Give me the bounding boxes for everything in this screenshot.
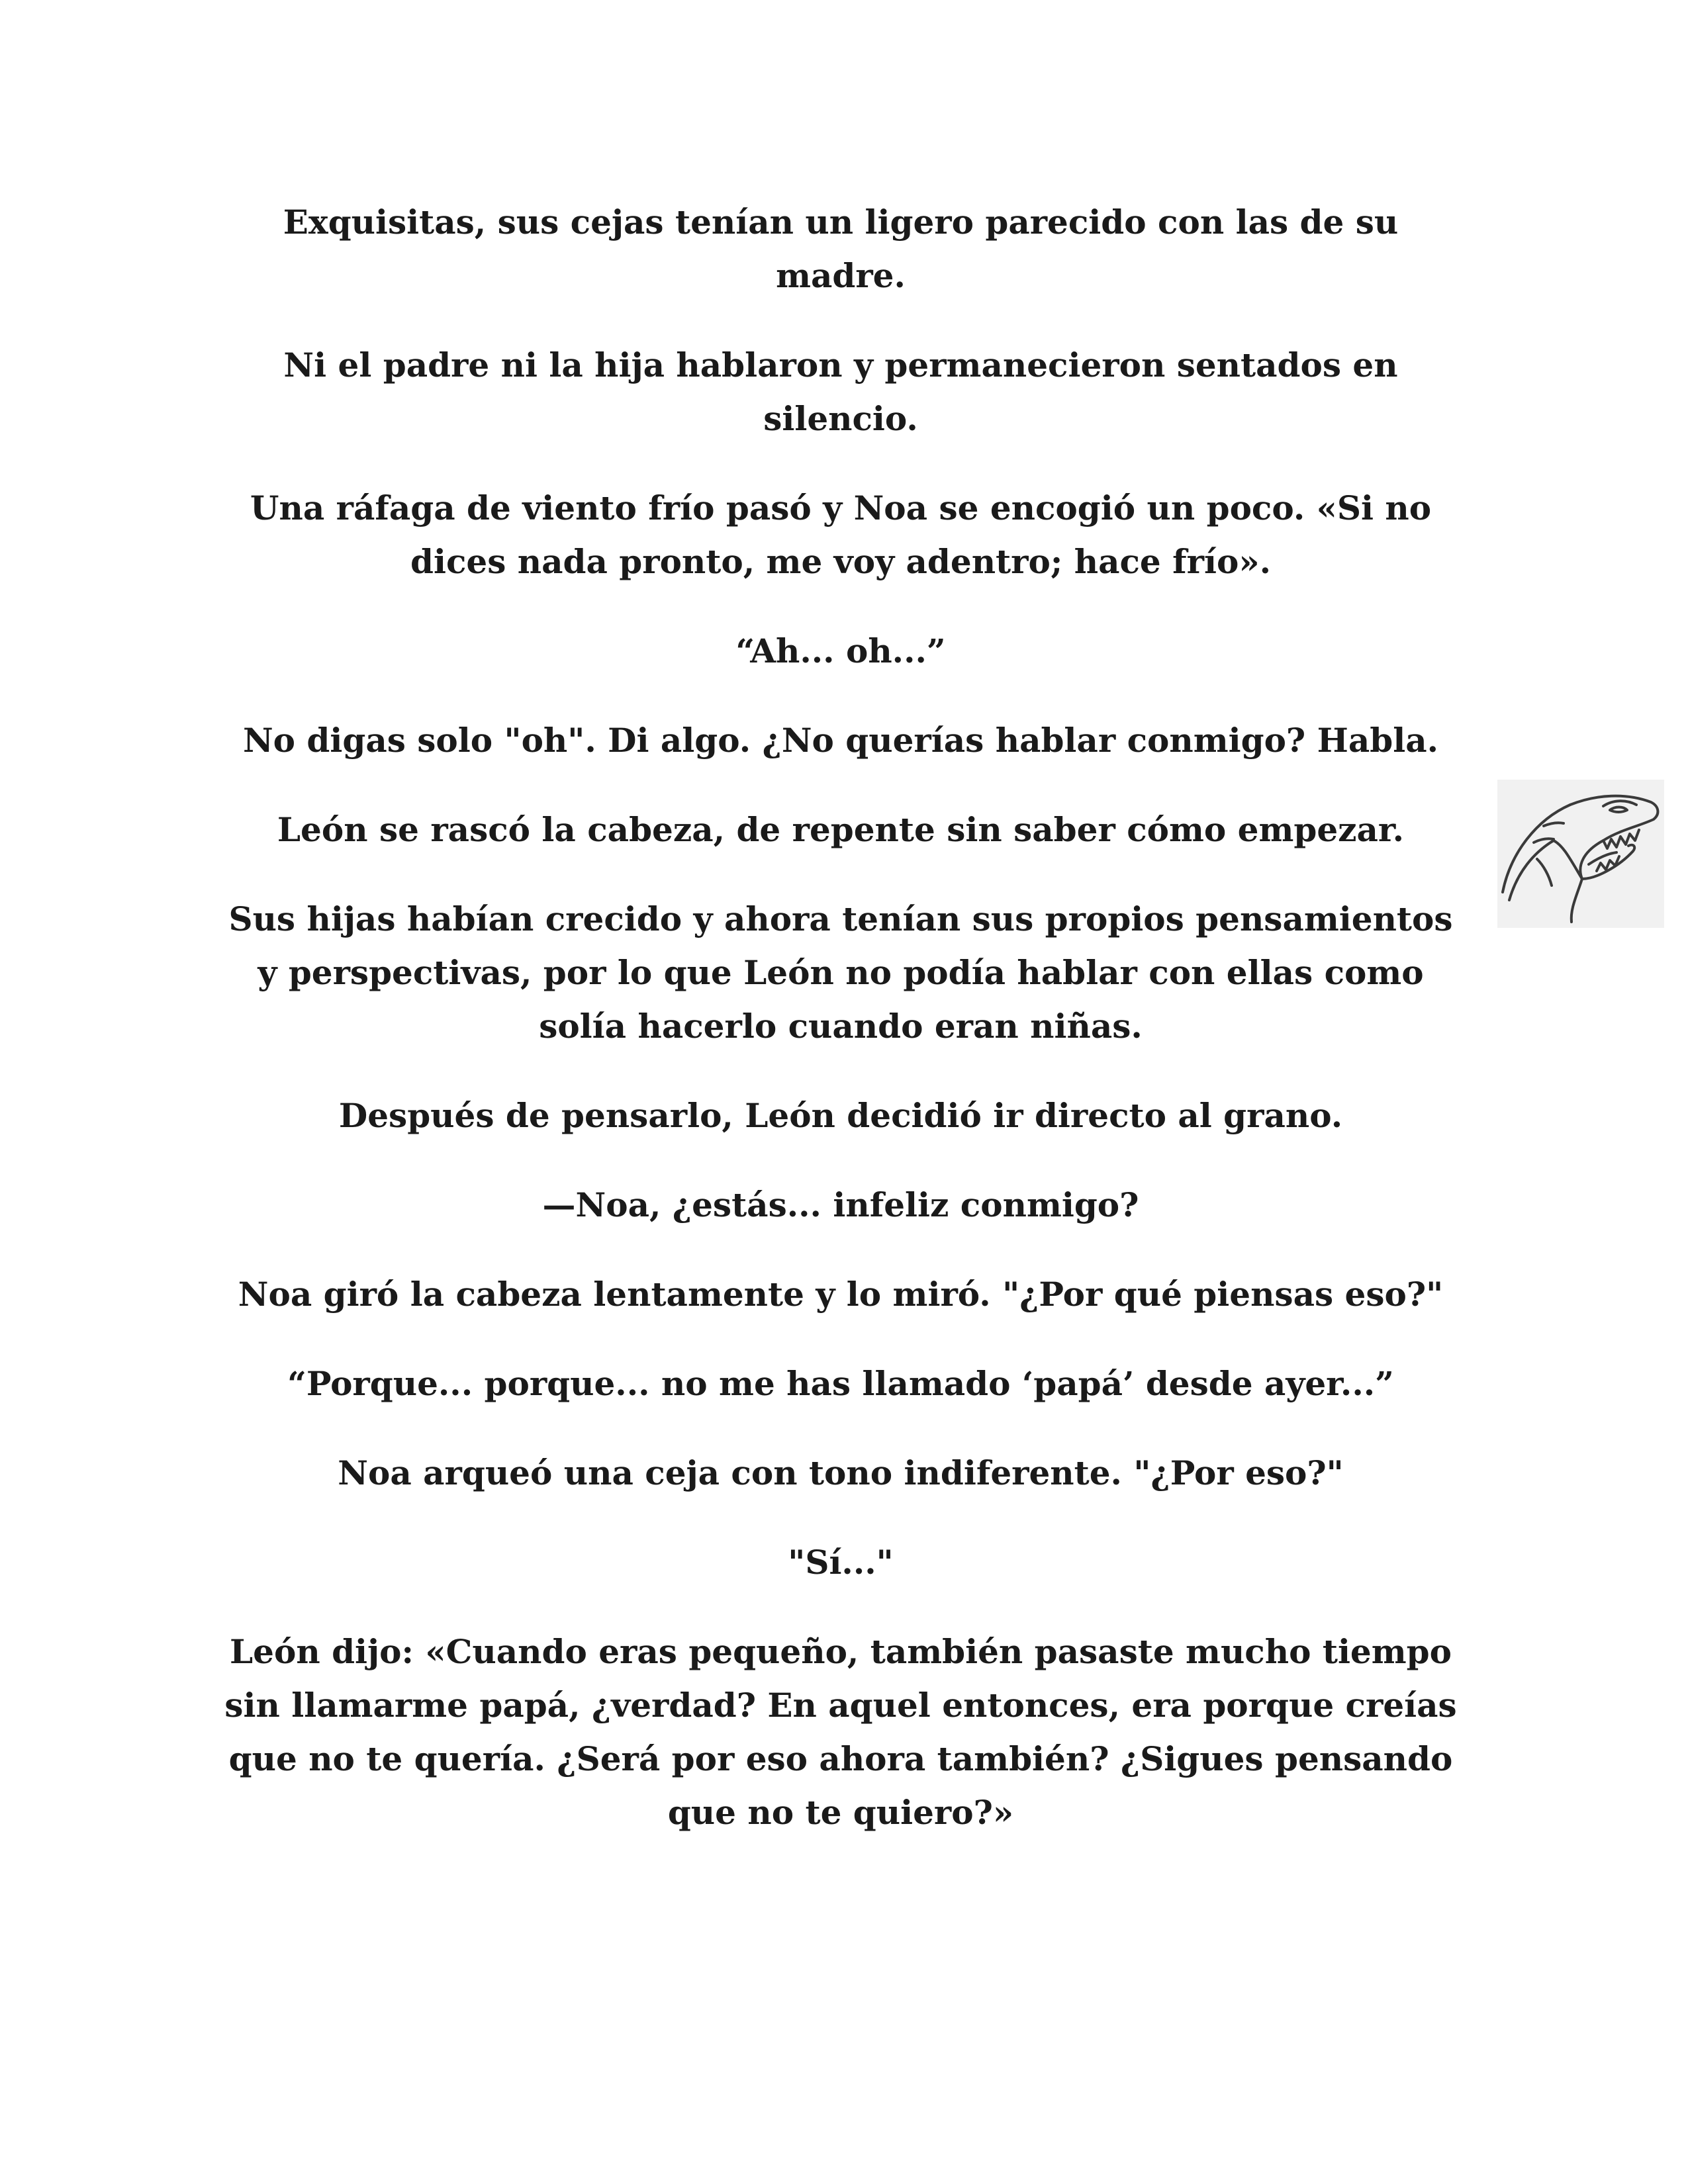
paragraph: "Sí..." (788, 1543, 894, 1582)
paragraph: Ni el padre ni la hija hablaron y permanecieron sentados en silencio. (283, 345, 1398, 438)
paragraph: Sus hijas habían crecido y ahora tenían sus propios pensamientos y perspectivas, por lo que León no podía hablar con ellas como solía hacerlo cuando eran niñas. (228, 899, 1453, 1046)
paragraph: —Noa, ¿estás... infeliz conmigo? (542, 1185, 1139, 1224)
paragraph: Noa giró la cabeza lentamente y lo miró. "¿Por qué piensas eso?" (238, 1275, 1444, 1314)
paragraph: León dijo: «Cuando eras pequeño, también pasaste mucho tiempo sin llamarme papá, ¿verdad? En aquel entonces, era porque creías que no te quería. ¿Será por eso ahora también? ¿Sigues pensando que no te quiero?» (224, 1632, 1457, 1832)
dinosaur-head-icon (1497, 780, 1664, 928)
paragraph: Una ráfaga de viento frío pasó y Noa se encogió un poco. «Si no dices nada pronto, me voy adentro; hace frío». (250, 488, 1432, 581)
paragraph: “Ah... oh...” (735, 631, 946, 670)
paragraph: Después de pensarlo, León decidió ir directo al grano. (338, 1096, 1343, 1135)
paragraph: Exquisitas, sus cejas tenían un ligero parecido con las de su madre. (283, 203, 1399, 295)
paragraph: No digas solo "oh". Di algo. ¿No querías hablar conmigo? Habla. (242, 721, 1439, 760)
paragraph: Noa arqueó una ceja con tono indiferente. "¿Por eso?" (338, 1453, 1344, 1492)
story-text (218, 195, 1463, 1875)
paragraph: León se rascó la cabeza, de repente sin saber cómo empezar. (277, 810, 1405, 849)
paragraph: “Porque... porque... no me has llamado ‘papá’ desde ayer...” (287, 1364, 1394, 1403)
